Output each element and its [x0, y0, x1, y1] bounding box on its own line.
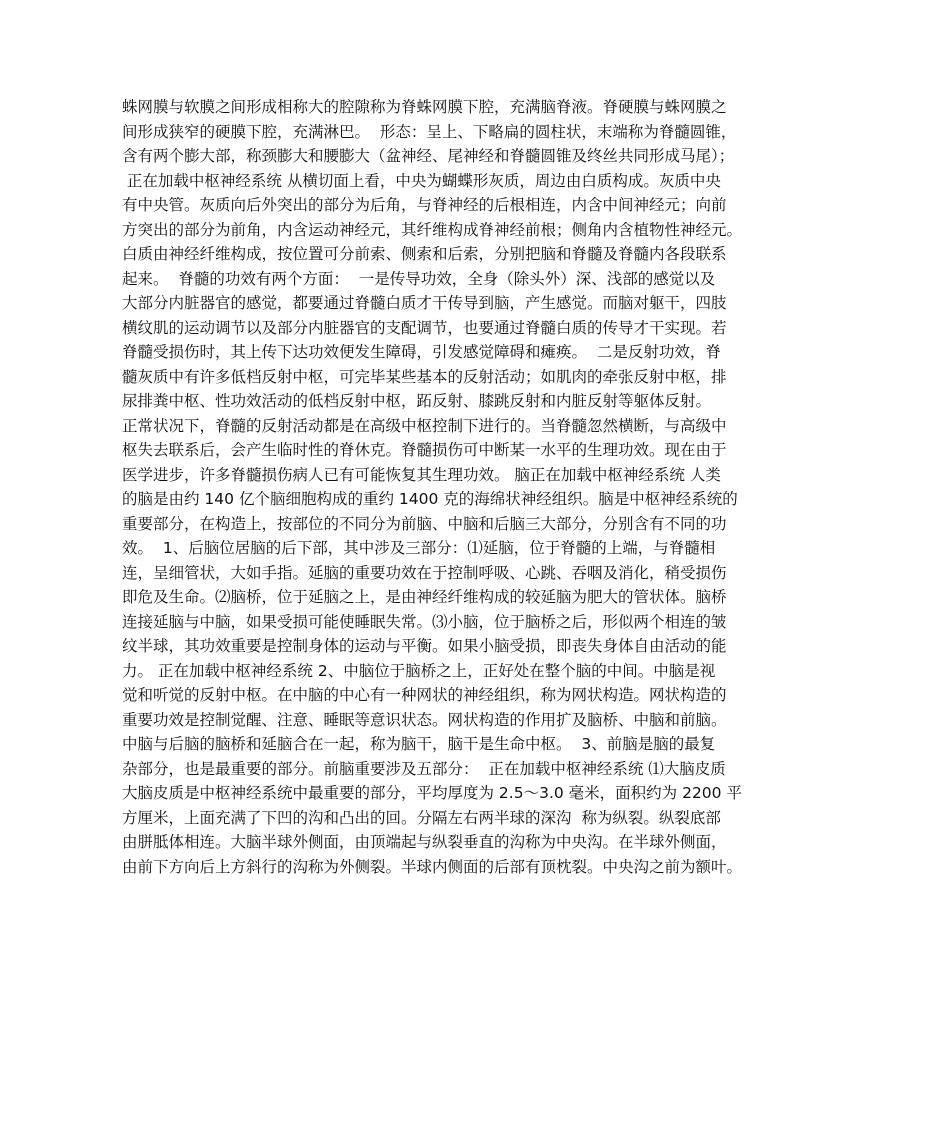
text-line: 横纹肌的运动调节以及部分内脏器官的支配调节，也要通过脊髓白质的传导才干实现。若	[122, 318, 727, 337]
text-line: 蛛网膜与软膜之间形成相称大的腔隙称为脊蛛网膜下腔，充满脑脊液。脊硬膜与蛛网膜之	[122, 98, 727, 116]
text-line: 觉和听觉的反射中枢。在中脑的中心有一种网状的神经组织，称为网状构造。网状构造的	[122, 686, 727, 704]
text-line: 由前下方向后上方斜行的沟称为外侧裂。半球内侧面的后部有顶枕裂。中央沟之前为额叶。	[122, 857, 743, 876]
text-line: 大脑皮质是中枢神经系统中最重要的部分，平均厚度为 2.5～3.0 毫米，面积约为 2200 平	[122, 784, 742, 802]
text-line: 杂部分，也是最重要的部分。前脑重要涉及五部分： 正在加载中枢神经系统 ⑴大脑皮质	[122, 759, 726, 778]
text-line: 正常状况下，脊髓的反射活动都是在高级中枢控制下进行的。当脊髓忽然横断，与高级中	[122, 416, 727, 435]
text-line: 脊髓受损伤时，其上传下达功效便发生障碍，引发感觉障碍和瘫痪。 二是反射功效，脊	[122, 343, 721, 361]
text-line: 白质由神经纤维构成，按位置可分前索、侧索和后索，分别把脑和脊髓及脊髓内各段联系	[122, 245, 727, 263]
text-line: 枢失去联系后，会产生临时性的脊休克。脊髓损伤可中断某一水平的生理功效。现在由于	[122, 441, 727, 459]
text-line: 间形成狭窄的硬膜下腔，充满淋巴。 形态：呈上、下略扁的圆柱状，末端称为脊髓圆锥，	[122, 122, 737, 141]
text-line: 重要部分，在构造上，按部位的不同分为前脑、中脑和后脑三大部分，分别含有不同的功	[122, 514, 727, 533]
text-line: 重要功效是控制觉醒、注意、睡眠等意识状态。网状构造的作用扩及脑桥、中脑和前脑。	[122, 710, 727, 729]
text-line: 方厘米，上面充满了下凹的沟和凸出的回。分隔左右两半球的深沟 称为纵裂。纵裂底部	[122, 808, 721, 827]
text-line: 髓灰质中有许多低档反射中枢，可完毕某些基本的反射活动；如肌肉的牵张反射中枢，排	[122, 367, 727, 386]
text-line: 尿排粪中枢、性功效活动的低档反射中枢，跖反射、膝跳反射和内脏反射等躯体反射。	[122, 392, 712, 410]
text-line: 连，呈细管状，大如手指。延脑的重要功效在于控制呼吸、心跳、吞咽及消化，稍受损伤	[122, 563, 727, 582]
text-line: 含有两个膨大部，称颈膨大和腰膨大（盆神经、尾神经和脊髓圆锥及终丝共同形成马尾）；	[122, 147, 735, 165]
text-line: 大部分内脏器官的感觉，都要通过脊髓白质才干传导到脑，产生感觉。而脑对躯干，四肢	[122, 294, 727, 312]
text-line: 由胼胝体相连。大脑半球外侧面，由顶端起与纵裂垂直的沟称为中央沟。在半球外侧面，	[122, 833, 727, 851]
text-line: 起来。 脊髓的功效有两个方面： 一是传导功效，全身（除头外）深、浅部的感觉以及	[122, 269, 716, 288]
body-text	[122, 95, 837, 879]
text-line: 中脑与后脑的脑桥和延脑合在一起，称为脑干，脑干是生命中枢。 3、前脑是脑的最复	[122, 735, 716, 753]
text-line: 力。 正在加载中枢神经系统 2、中脑位于脑桥之上，正好处在整个脑的中间。中脑是视	[122, 661, 716, 680]
text-line: 纹半球，其功效重要是控制身体的运动与平衡。如果小脑受损，即丧失身体自由活动的能	[122, 637, 727, 655]
text-line: 方突出的部分为前角，内含运动神经元，其纤维构成脊神经前根；侧角内含植物性神经元。	[122, 220, 743, 239]
text-line: 效。 1、后脑位居脑的后下部，其中涉及三部分：⑴延脑，位于脊髓的上端，与脊髓相	[122, 539, 716, 557]
text-line: 医学进步，许多脊髓损伤病人已有可能恢复其生理功效。 脑正在加载中枢神经系统 人类	[122, 465, 721, 484]
text-line: 的脑是由约 140 亿个脑细胞构成的重约 1400 克的海绵状神经组织。脑是中枢神经系统的	[122, 490, 738, 508]
text-line: 有中央管。灰质向后外突出的部分为后角，与脊神经的后根相连，内含中间神经元；向前	[122, 196, 727, 214]
text-line: 正在加载中枢神经系统 从横切面上看，中央为蝴蝶形灰质，周边由白质构成。灰质中央	[122, 171, 721, 190]
text-line: 即危及生命。⑵脑桥，位于延脑之上，是由神经纤维构成的较延脑为肥大的管状体。脑桥	[122, 588, 727, 606]
text-line: 连接延脑与中脑，如果受损可能使睡眠失常。⑶小脑，位于脑桥之后，形似两个相连的皱	[122, 612, 727, 631]
